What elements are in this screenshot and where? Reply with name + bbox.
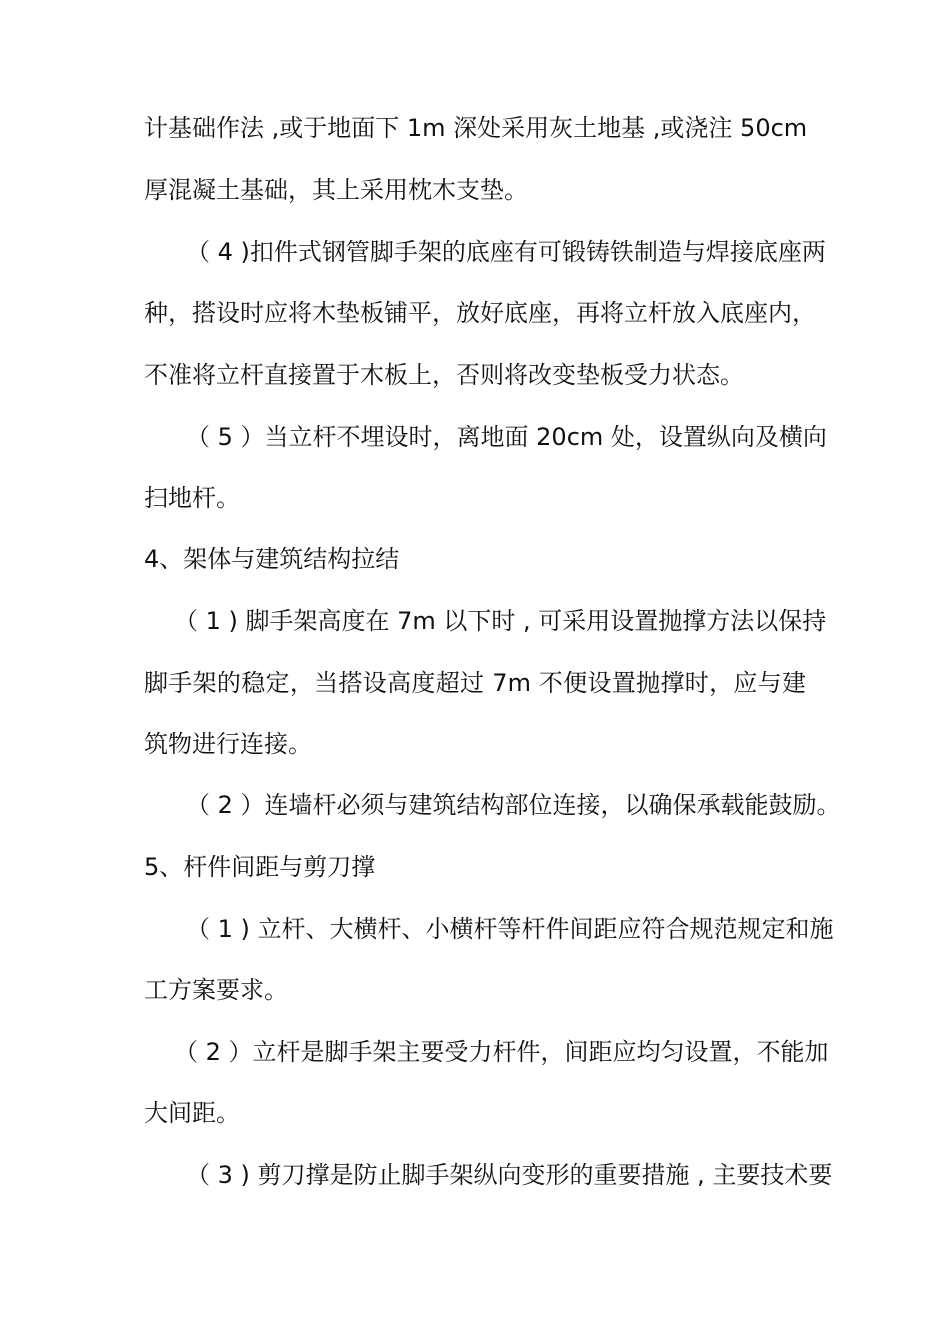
paragraph-line-17: 大间距。 (144, 1099, 240, 1127)
paragraph-line-16: （ 2 ）立杆是脚手架主要受力杆件，间距应均匀设置，不能加 (174, 1038, 829, 1066)
paragraph-line-15: 工方案要求。 (144, 976, 288, 1004)
paragraph-line-7: 扫地杆。 (144, 484, 240, 512)
section-heading-5: 5、杆件间距与剪刀撑 (144, 853, 376, 881)
paragraph-line-3: （ 4 )扣件式钢管脚手架的底座有可锻铸铁制造与焊接底座两 (186, 238, 826, 266)
paragraph-line-2: 厚混凝土基础，其上采用枕木支垫。 (144, 176, 528, 204)
paragraph-line-14: （ 1 ) 立杆、大横杆、小横杆等杆件间距应符合规范规定和施 (186, 915, 834, 943)
paragraph-line-10: 脚手架的稳定，当搭设高度超过 7m 不便设置抛撑时，应与建 (144, 669, 806, 697)
paragraph-line-9: （ 1 ) 脚手架高度在 7m 以下时 , 可采用设置抛撑方法以保持 (174, 607, 827, 635)
paragraph-line-1: 计基础作法 ,或于地面下 1m 深处采用灰土地基 ,或浇注 50cm (144, 114, 808, 142)
paragraph-line-4: 种，搭设时应将木垫板铺平，放好底座，再将立杆放入底座内， (144, 299, 816, 327)
paragraph-line-12: （ 2 ）连墙杆必须与建筑结构部位连接，以确保承载能鼓励。 (186, 791, 841, 819)
paragraph-line-11: 筑物进行连接。 (144, 730, 312, 758)
section-heading-4: 4、架体与建筑结构拉结 (144, 545, 400, 573)
paragraph-line-5: 不准将立杆直接置于木板上，否则将改变垫板受力状态。 (144, 361, 744, 389)
paragraph-line-18: （ 3 ) 剪刀撑是防止脚手架纵向变形的重要措施 , 主要技术要 (186, 1161, 833, 1189)
paragraph-line-6: （ 5 ）当立杆不埋设时，离地面 20cm 处，设置纵向及横向 (186, 423, 827, 451)
